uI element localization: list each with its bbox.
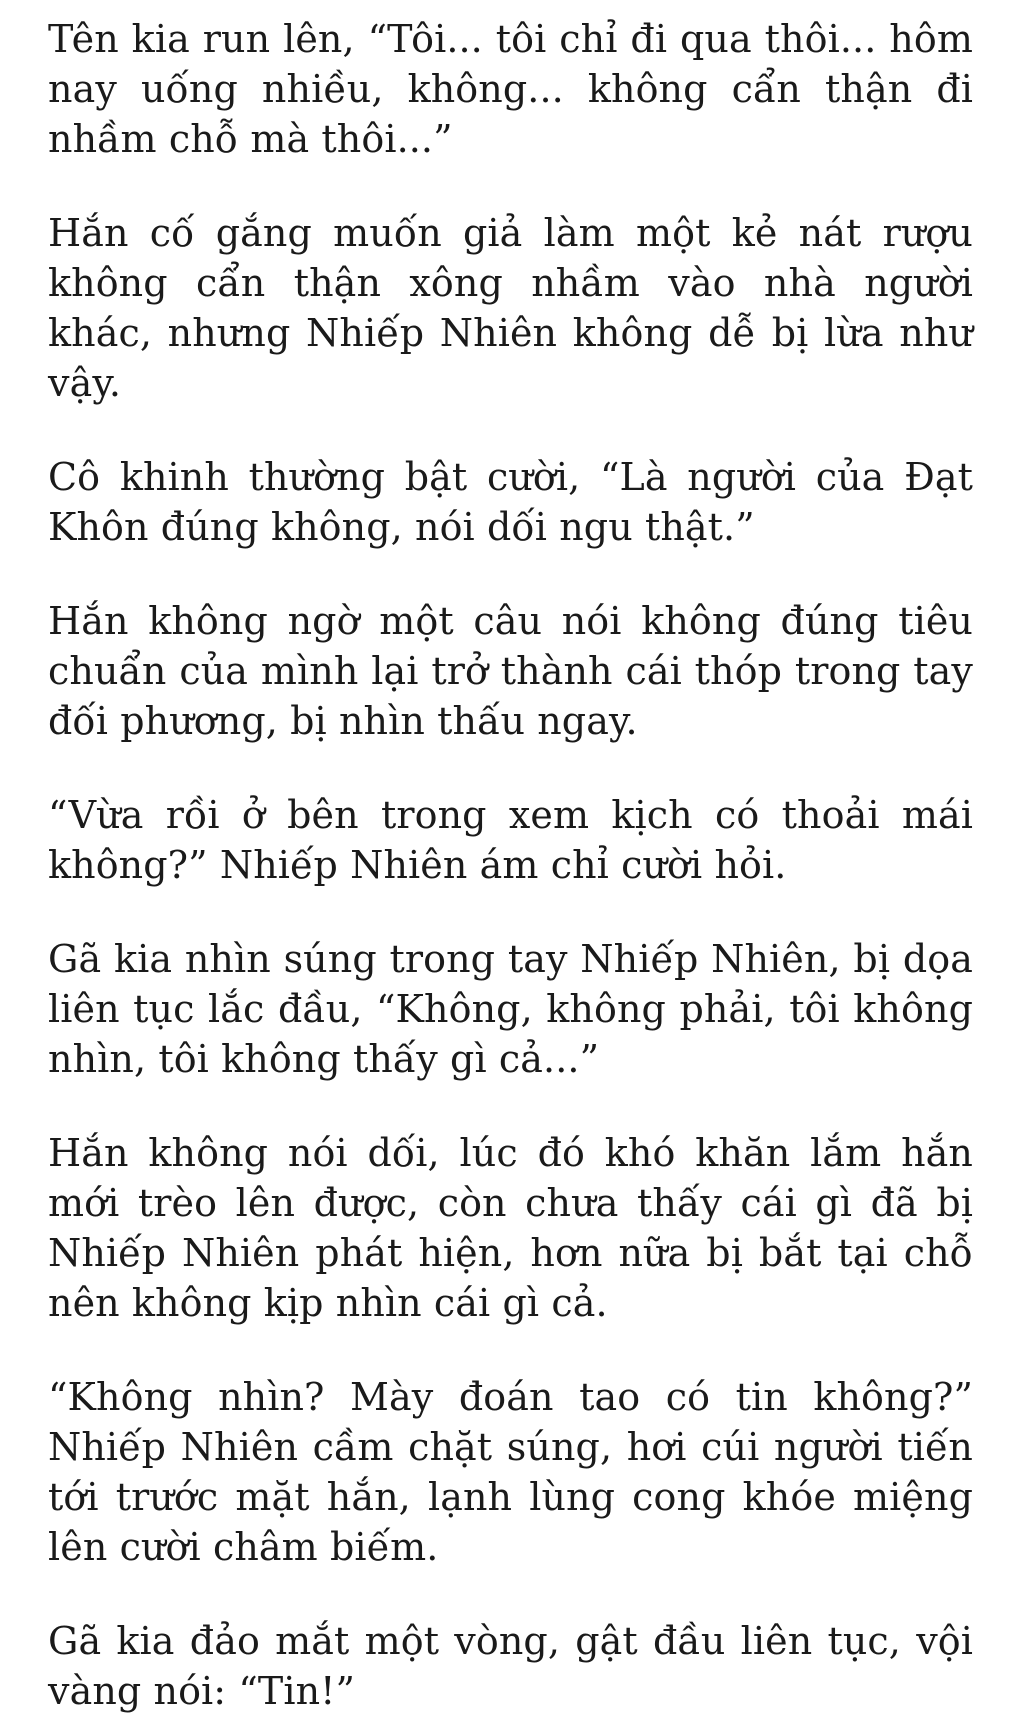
paragraph-4: Hắn không ngờ một câu nói không đúng tiêu chuẩn của mình lại trở thành cái thóp trong tay đối phương, bị nhìn thấu ngay.: [48, 599, 973, 743]
paragraph-5: “Vừa rồi ở bên trong xem kịch có thoải mái không?” Nhiếp Nhiên ám chỉ cười hỏi.: [48, 793, 973, 887]
paragraph-1: Tên kia run lên, “Tôi... tôi chỉ đi qua thôi... hôm nay uống nhiều, không... không cẩn thận đi nhầm chỗ mà thôi...”: [48, 17, 973, 161]
paragraph-6: Gã kia nhìn súng trong tay Nhiếp Nhiên, bị dọa liên tục lắc đầu, “Không, không phải, tôi không nhìn, tôi không thấy gì cả...”: [48, 937, 973, 1081]
reading-page: [48, 14, 973, 1716]
paragraph-9: Gã kia đảo mắt một vòng, gật đầu liên tục, vội vàng nói: “Tin!”: [48, 1619, 973, 1713]
paragraph-3: Cô khinh thường bật cười, “Là người của Đạt Khôn đúng không, nói dối ngu thật.”: [48, 455, 973, 549]
paragraph-8: “Không nhìn? Mày đoán tao có tin không?” Nhiếp Nhiên cầm chặt súng, hơi cúi người tiến tới trước mặt hắn, lạnh lùng cong khóe miệng lên cười châm biếm.: [48, 1375, 973, 1569]
paragraph-2: Hắn cố gắng muốn giả làm một kẻ nát rượu không cẩn thận xông nhầm vào nhà người khác, nhưng Nhiếp Nhiên không dễ bị lừa như vậy.: [48, 211, 973, 405]
paragraph-7: Hắn không nói dối, lúc đó khó khăn lắm hắn mới trèo lên được, còn chưa thấy cái gì đã bị Nhiếp Nhiên phát hiện, hơn nữa bị bắt tại chỗ nên không kịp nhìn cái gì cả.: [48, 1131, 973, 1325]
